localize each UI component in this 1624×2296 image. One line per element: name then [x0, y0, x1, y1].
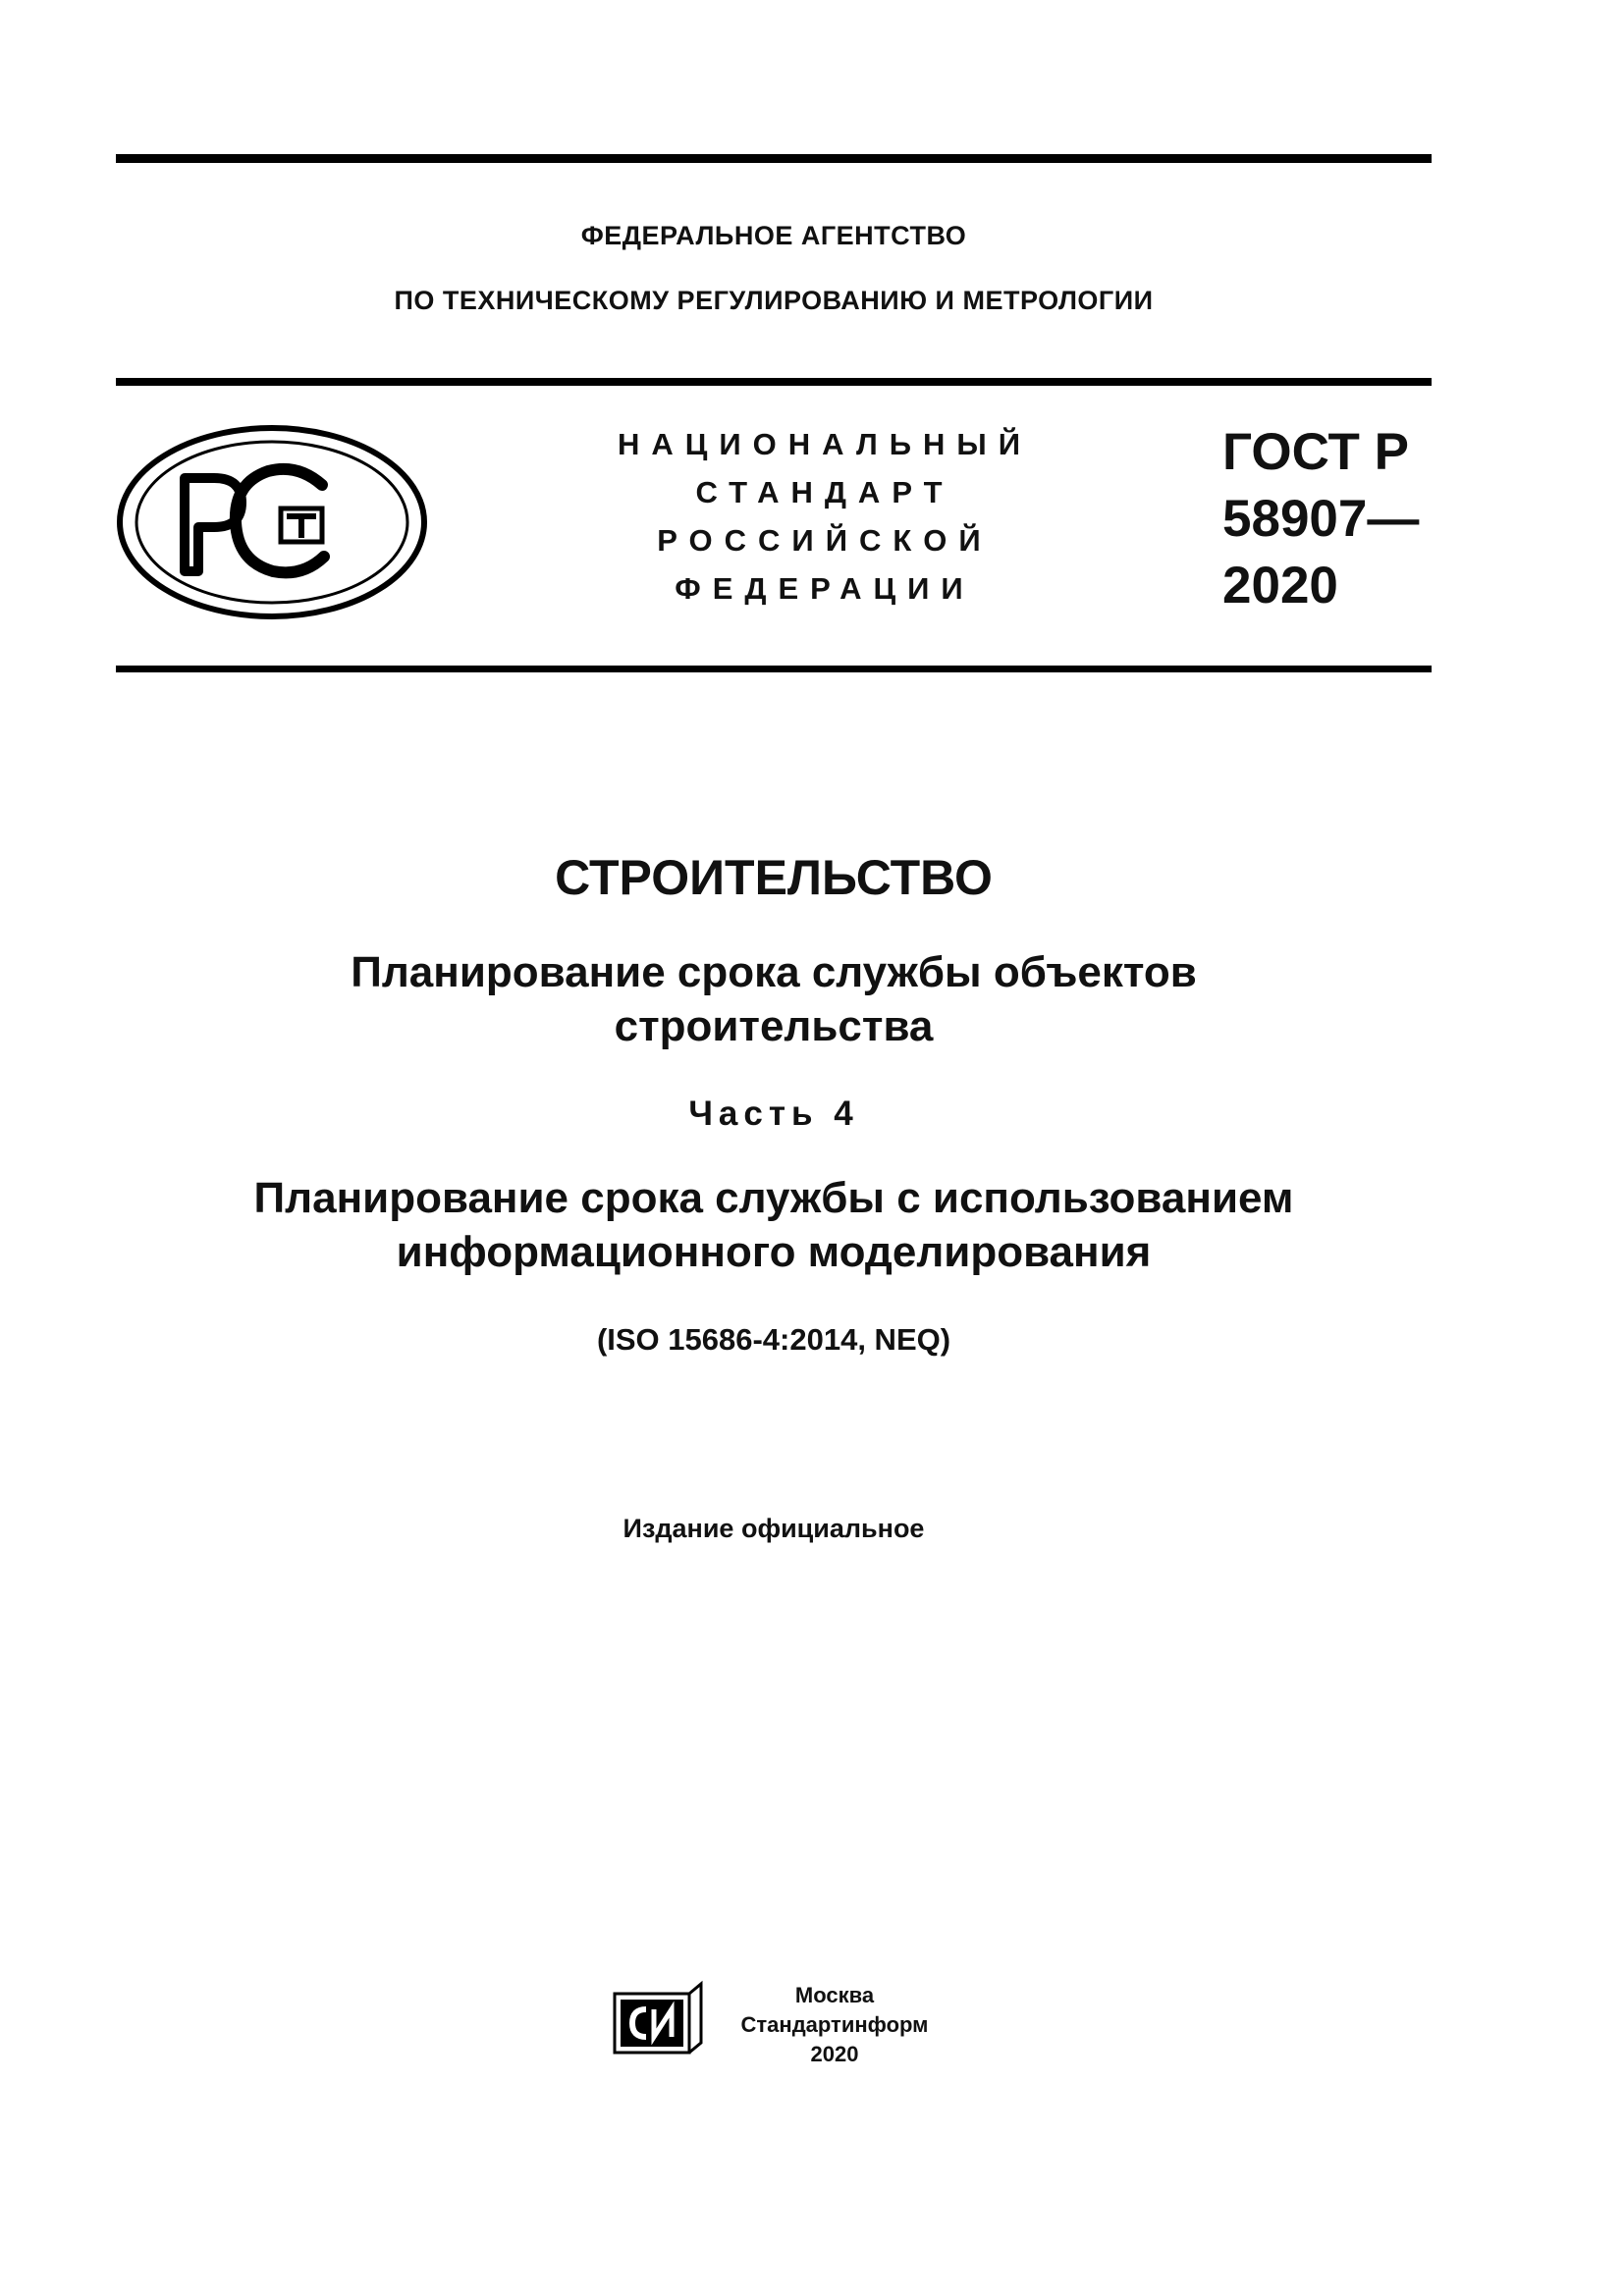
subtitle-line-2: строительства [614, 1002, 934, 1050]
document-title: СТРОИТЕЛЬСТВО [555, 850, 993, 905]
gost-designation [1222, 419, 1419, 619]
national-standard-line-3: РОССИЙСКОЙ [657, 523, 993, 558]
bottom-rule [116, 666, 1432, 672]
gost-line-3: 2020 [1222, 557, 1338, 614]
agency-line-2: ПО ТЕХНИЧЕСКОМУ РЕГУЛИРОВАНИЮ И МЕТРОЛОГИИ [394, 286, 1154, 315]
national-standard-label [550, 420, 1100, 613]
rst-logo-icon [116, 424, 428, 620]
publisher-year: 2020 [810, 2042, 859, 2066]
national-standard-line-2: СТАНДАРТ [695, 475, 954, 509]
gost-line-2: 58907— [1222, 490, 1420, 548]
publisher-name: Стандартинформ [740, 2012, 929, 2037]
document-subtitle [116, 945, 1432, 1053]
agency-line-1: ФЕДЕРАЛЬНОЕ АГЕНТСТВО [580, 221, 967, 250]
part-title-line-2: информационного моделирования [396, 1228, 1152, 1276]
standartinform-logo-icon [611, 1980, 705, 2058]
publisher-block [731, 1981, 938, 2069]
national-standard-line-1: НАЦИОНАЛЬНЫЙ [617, 427, 1033, 461]
part-title [116, 1171, 1432, 1279]
iso-reference: (ISO 15686-4:2014, NEQ) [596, 1322, 951, 1357]
middle-rule [116, 378, 1432, 386]
publisher-city: Москва [794, 1983, 875, 2007]
part-number: Часть 4 [688, 1095, 859, 1133]
subtitle-line-1: Планирование срока службы объектов [351, 948, 1197, 996]
part-title-line-1: Планирование срока службы с использованием [253, 1174, 1294, 1222]
edition-label: Издание официальное [623, 1514, 925, 1543]
national-standard-line-4: ФЕДЕРАЦИИ [675, 571, 975, 606]
gost-line-1: ГОСТ Р [1222, 423, 1409, 481]
top-rule [116, 154, 1432, 163]
